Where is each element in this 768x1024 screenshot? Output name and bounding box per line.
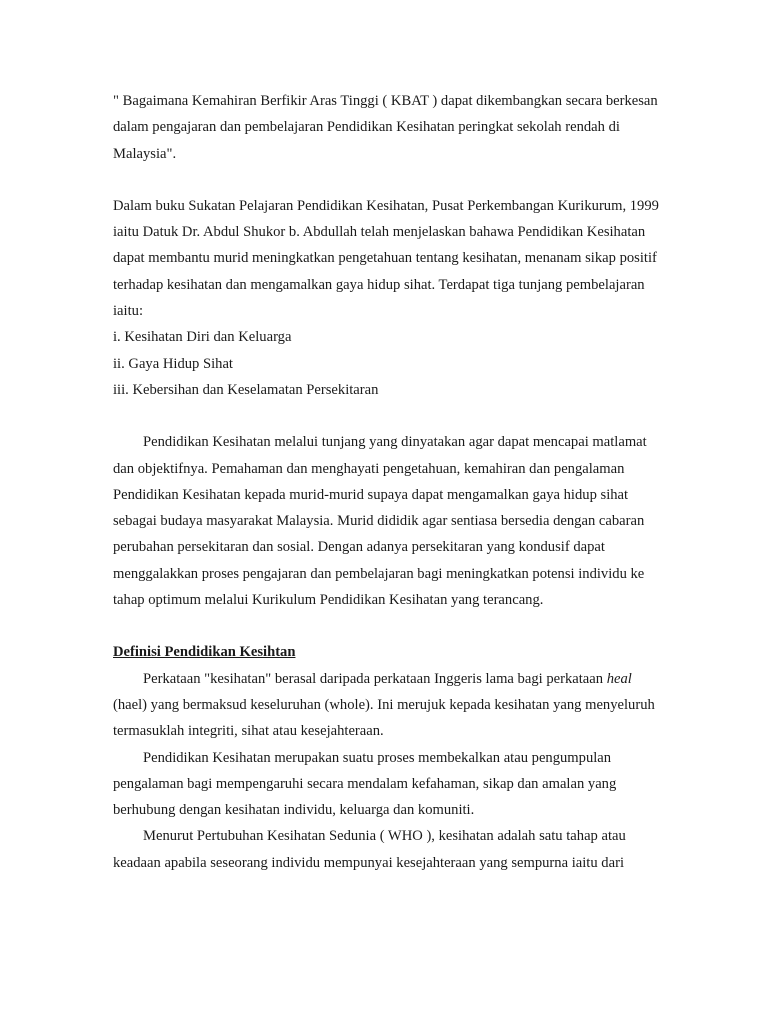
definition-italic-term: heal — [606, 670, 632, 687]
section-heading: Definisi Pendidikan Kesihtan — [113, 644, 296, 661]
list-item: ii. Gaya Hidup Sihat — [113, 355, 233, 372]
definition-paragraph-3: Menurut Pertubuhan Kesihatan Sedunia ( WHO ), kesihatan adalah satu tahap atau keadaan apabila seseorang individu mempunyai kesejahteraan yang sempurna iaitu dari — [113, 828, 626, 871]
document-body — [113, 88, 661, 876]
paragraph-spacer — [113, 613, 661, 639]
list-item: i. Kesihatan Diri dan Keluarga — [113, 329, 292, 346]
definition-text-after: (hael) yang bermaksud keseluruhan (whole). Ini merujuk kepada kesihatan yang menyeluruh termasuklah integriti, sihat atau kesejahteraan. — [113, 696, 655, 740]
intro-question: " Bagaimana Kemahiran Berfikir Aras Tinggi ( KBAT ) dapat dikembangkan secara berkesan dalam pengajaran dan pembelajaran Pendidikan Kesihatan peringkat sekolah rendah di Malaysia". — [113, 93, 658, 162]
syllabus-paragraph: Dalam buku Sukatan Pelajaran Pendidikan Kesihatan, Pusat Perkembangan Kurikurum, 1999 iaitu Datuk Dr. Abdul Shukor b. Abdullah telah menjelaskan bahawa Pendidikan Kesihatan dapat membantu murid meningkatkan pengetahuan tentang kesihatan, menanam sikap positif terhadap kesihatan dan mengamalkan gaya hidup sihat. Terdapat tiga tunjang pembelajaran iaitu: — [113, 197, 659, 320]
definition-paragraph-1 — [113, 666, 661, 745]
definition-text-before: Perkataan "kesihatan" berasal daripada perkataan Inggeris lama bagi perkataan — [143, 670, 607, 687]
objectives-paragraph: Pendidikan Kesihatan melalui tunjang yang dinyatakan agar dapat mencapai matlamat dan objektifnya. Pemahaman dan menghayati pengetahuan, kemahiran dan pengalaman Pendidikan Kesihatan kepada murid-murid supaya dapat mengamalkan gaya hidup sihat sebagai budaya masyarakat Malaysia. Murid dididik agar sentiasa bersedia dengan cabaran perubahan persekitaran dan sosial. Dengan adanya persekitaran yang kondusif dapat menggalakkan proses pengajaran dan pembelajaran bagi meningkatkan potensi individu ke tahap optimum melalui Kurikulum Pendidikan Kesihatan yang terancang. — [113, 434, 647, 609]
list-item: iii. Kebersihan dan Keselamatan Persekitaran — [113, 381, 379, 398]
paragraph-spacer — [113, 403, 661, 429]
definition-paragraph-2: Pendidikan Kesihatan merupakan suatu proses membekalkan atau pengumpulan pengalaman bagi mempengaruhi secara mendalam kefahaman, sikap dan amalan yang berhubung dengan kesihatan individu, keluarga dan komuniti. — [113, 749, 617, 819]
paragraph-spacer — [113, 167, 661, 193]
